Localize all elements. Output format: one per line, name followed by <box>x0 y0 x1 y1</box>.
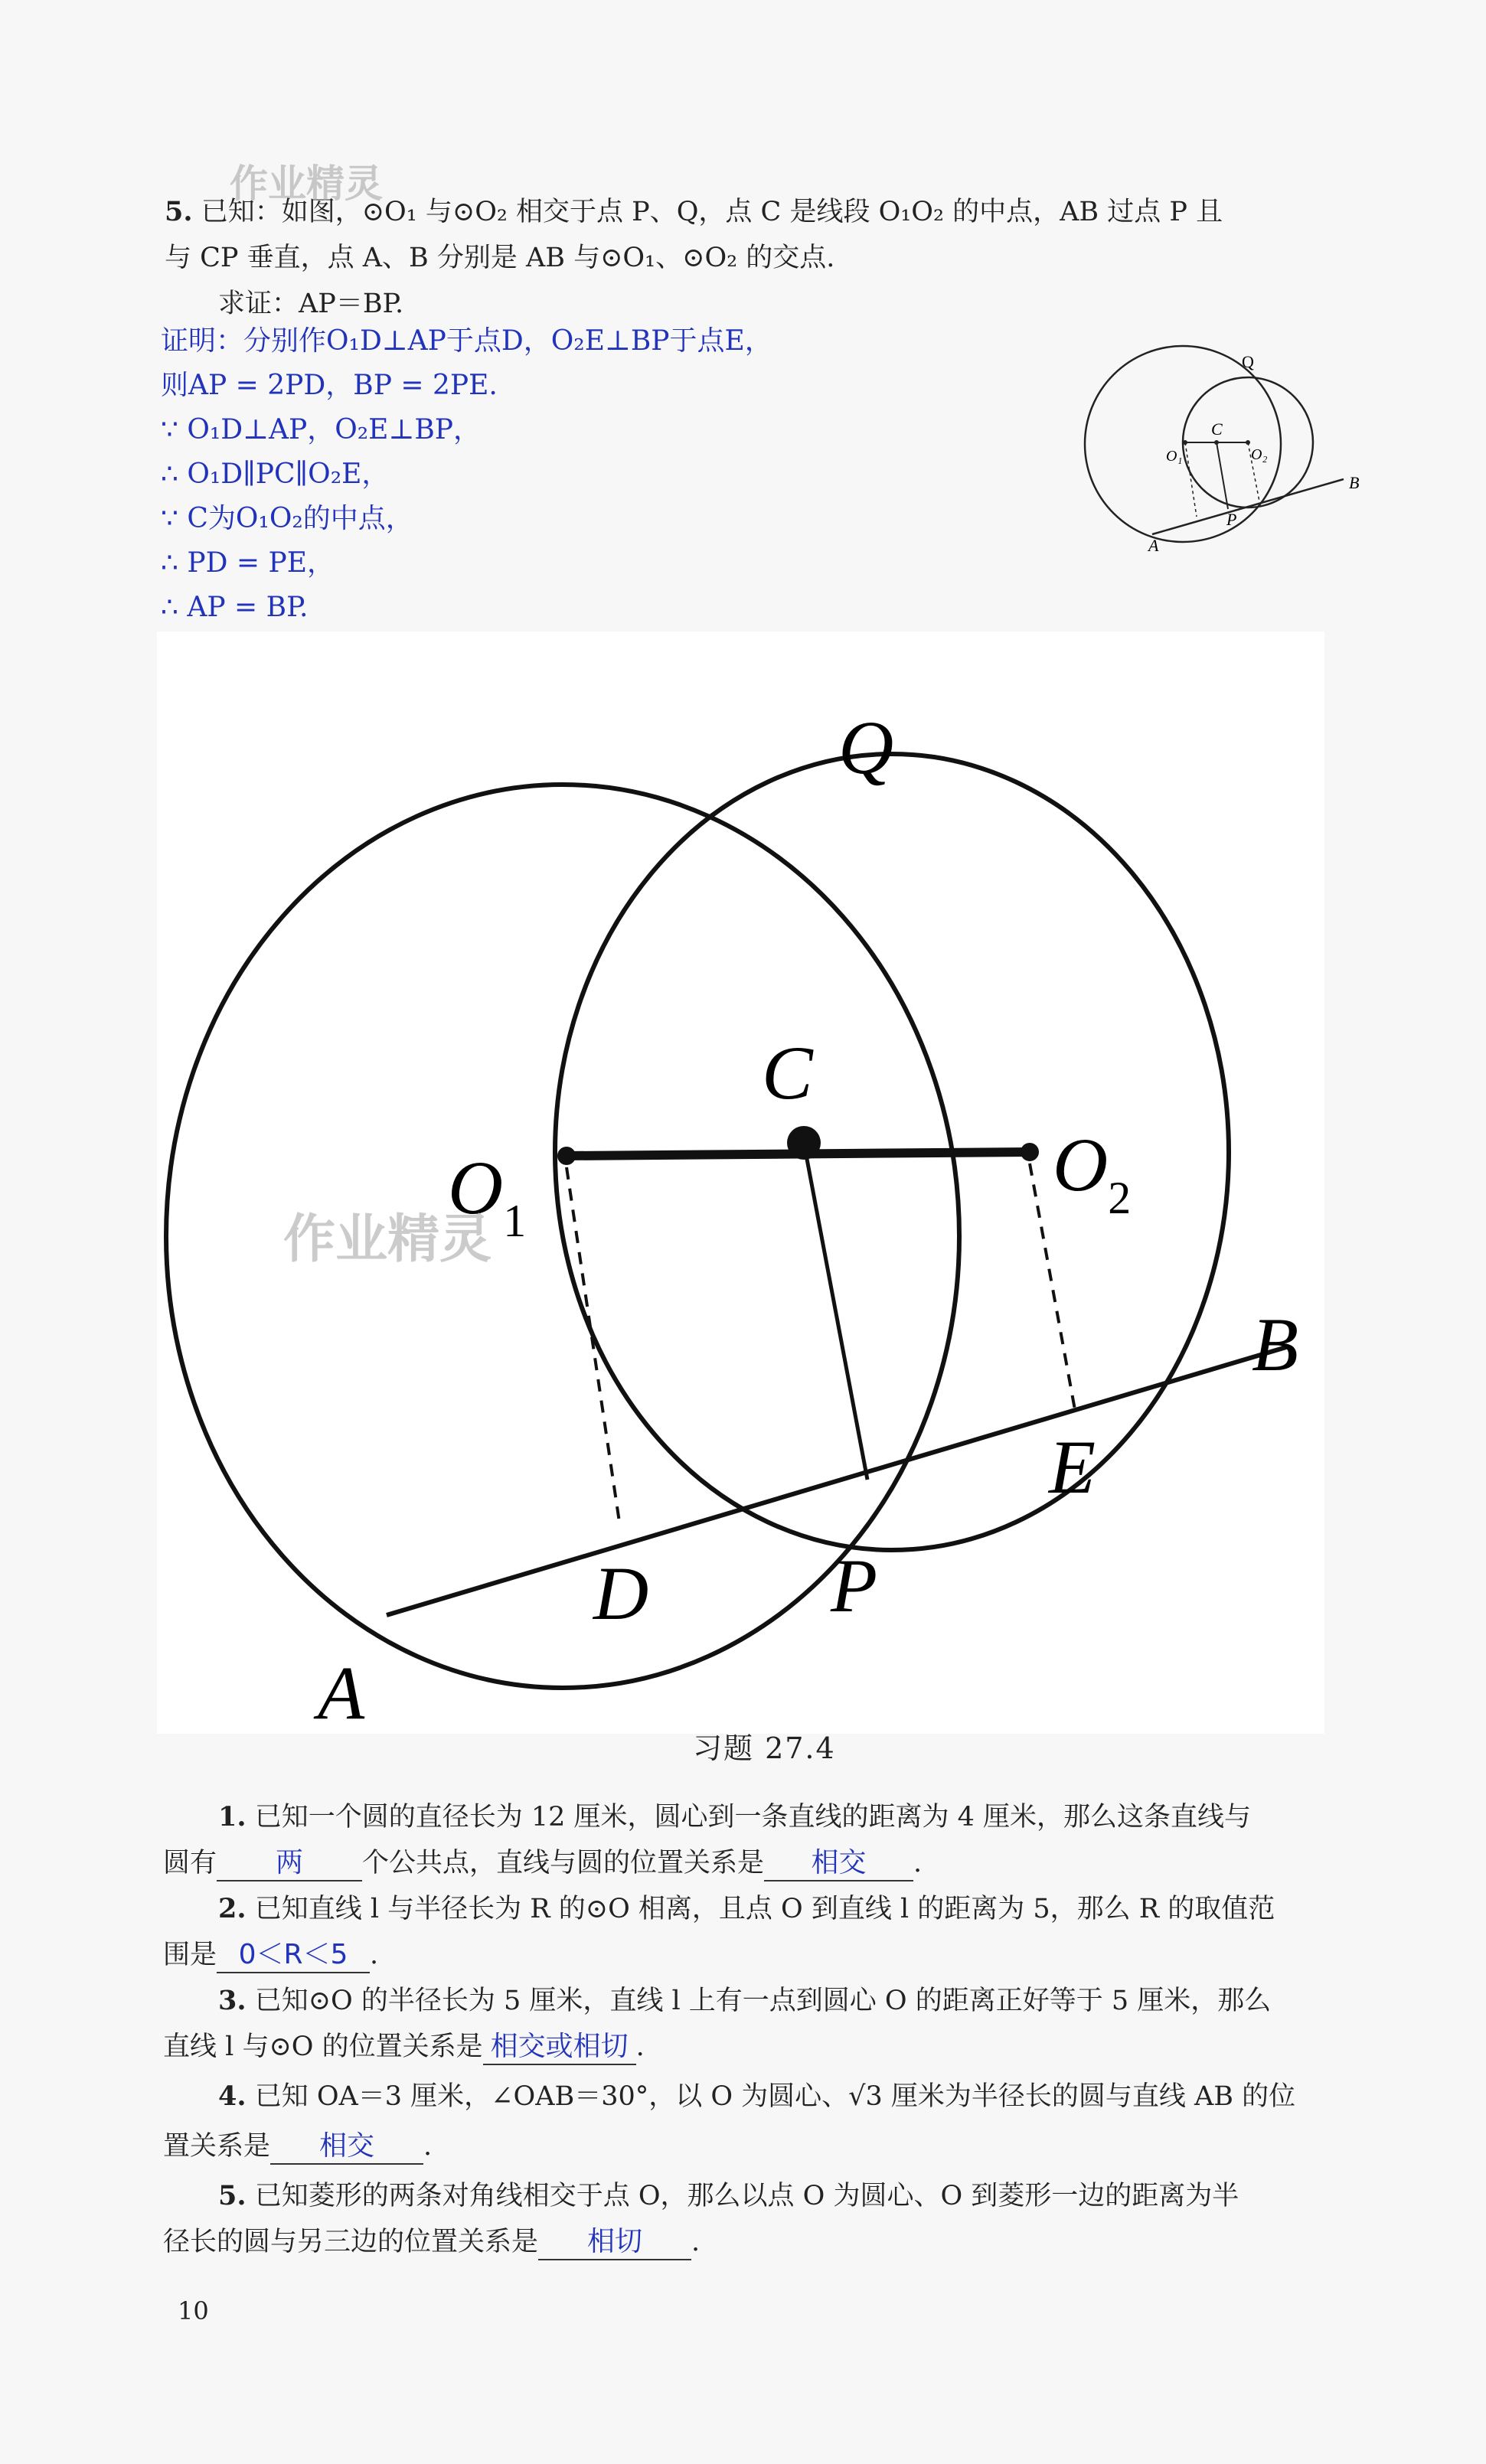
section-title: 习题 27.4 <box>693 1731 836 1765</box>
page-number: 10 <box>178 2296 209 2325</box>
proof-line-4: ∴ O₁D∥PC∥O₂E， <box>161 459 390 490</box>
exercise-3-text-a: 直线 l 与⊙O 的位置关系是 <box>163 2032 483 2062</box>
label-o2: $O_2$ <box>1053 1122 1132 1223</box>
exercise-5-text-a: 径长的圆与另三边的位置关系是 <box>163 2227 539 2257</box>
exercise-4-line1 <box>218 2074 1295 2119</box>
small-label-b: B <box>1349 473 1360 492</box>
exercise-2-number: 2. <box>218 1893 247 1924</box>
problem5-line2 <box>165 236 834 280</box>
label-o1: $O_1$ <box>448 1145 527 1246</box>
small-label-p: P <box>1226 510 1237 529</box>
exercise-2-text-a: 围是 <box>163 1940 217 1970</box>
exercise-4-period: . <box>423 2131 433 2162</box>
proof-line-6: ∴ PD = PE， <box>161 547 335 579</box>
exercise-1-blank-2: 相交 <box>764 1846 913 1881</box>
exercise-2-period: . <box>370 1940 379 1970</box>
proof-line-7: ∴ AP = BP. <box>161 592 309 623</box>
exercise-1-number: 1. <box>218 1801 247 1832</box>
exercise-1-line2 <box>163 1841 922 1885</box>
proof-line-2: 则AP = 2PD，BP = 2PE. <box>161 370 498 401</box>
small-figure <box>1072 344 1378 566</box>
exercise-4-number: 4. <box>218 2081 247 2112</box>
exercise-2-blank-1: 0＜R＜5 <box>217 1938 370 1973</box>
exercise-2-line2 <box>163 1933 378 1977</box>
label-p: P <box>831 1543 878 1628</box>
small-label-c: C <box>1211 419 1223 439</box>
label-a: A <box>318 1650 365 1734</box>
exercise-3-text: 已知⊙O 的半径长为 5 厘米，直线 l 上有一点到圆心 O 的距离正好等于 5 厘米，那么 <box>254 1986 1272 2016</box>
exercise-4-text-a: 置关系是 <box>163 2131 271 2162</box>
exercise-5-blank-1: 相切 <box>538 2225 691 2260</box>
exercise-2-text: 已知直线 l 与半径长为 R 的⊙O 相离，且点 O 到直线 l 的距离为 5，那么 R 的取值范 <box>254 1894 1275 1924</box>
exercise-1-line1 <box>218 1795 1251 1839</box>
label-e: E <box>1049 1425 1096 1509</box>
exercise-5-period: . <box>691 2227 701 2257</box>
problem5-text-line2: 与 CP 垂直，点 A、B 分别是 AB 与⊙O₁、⊙O₂ 的交点. <box>165 243 835 273</box>
exercise-4-line2 <box>163 2124 432 2169</box>
proof-line-1: 证明：分别作O₁D⊥AP于点D，O₂E⊥BP于点E， <box>161 325 772 357</box>
exercise-4-blank-1: 相交 <box>270 2129 423 2165</box>
exercise-1-period: . <box>913 1848 923 1878</box>
watermark-top: 作业精灵 <box>230 162 383 206</box>
proof-line-5: ∵ C为O₁O₂的中点， <box>161 503 413 534</box>
watermark-figure: 作业精灵 <box>283 1209 492 1270</box>
exercise-1-blank-1: 两 <box>217 1846 362 1881</box>
label-b: B <box>1252 1302 1299 1387</box>
large-figure <box>157 632 1324 1734</box>
exercise-5-text: 已知菱形的两条对角线相交于点 O，那么以点 O 为圆心、O 到菱形一边的距离为半 <box>254 2181 1239 2211</box>
exercise-1-text-b: 个公共点，直线与圆的位置关系是 <box>362 1848 765 1878</box>
small-label-a: A <box>1148 536 1159 555</box>
exercise-3-period: . <box>635 2032 645 2062</box>
exercise-3-blank-1: 相交或相切 <box>483 2030 636 2065</box>
exercise-5-line2 <box>163 2220 700 2264</box>
small-label-q: Q <box>1242 352 1254 371</box>
label-d: D <box>593 1551 649 1636</box>
prove-statement: 求证：AP＝BP. <box>218 289 404 319</box>
proof-line-3: ∵ O₁D⊥AP，O₂E⊥BP， <box>161 414 481 445</box>
exercise-3-line2 <box>163 2025 645 2069</box>
small-label-o2: O₂ <box>1251 446 1268 463</box>
exercise-1-text: 已知一个圆的直径长为 12 厘米，圆心到一条直线的距离为 4 厘米，那么这条直线与 <box>254 1802 1251 1832</box>
exercise-2-line1 <box>218 1887 1275 1931</box>
small-label-o1: O₁ <box>1166 448 1183 465</box>
exercise-5-line1 <box>218 2174 1239 2218</box>
label-q: Q <box>838 705 894 790</box>
problem5-number: 5. <box>165 196 193 227</box>
exercise-1-text-a: 圆有 <box>163 1848 217 1878</box>
exercise-3-number: 3. <box>218 1985 247 2016</box>
exercise-4-text: 已知 OA＝3 厘米，∠OAB＝30°，以 O 为圆心、√3 厘米为半径长的圆与直线 AB 的位 <box>254 2081 1296 2112</box>
label-c: C <box>762 1030 813 1115</box>
exercise-3-line1 <box>218 1979 1271 2023</box>
problem5-text-line1: 已知：如图，⊙O₁ 与⊙O₂ 相交于点 P、Q，点 C 是线段 O₁O₂ 的中点，AB 过点 P 且 <box>201 197 1223 227</box>
exercise-5-number: 5. <box>218 2180 247 2211</box>
